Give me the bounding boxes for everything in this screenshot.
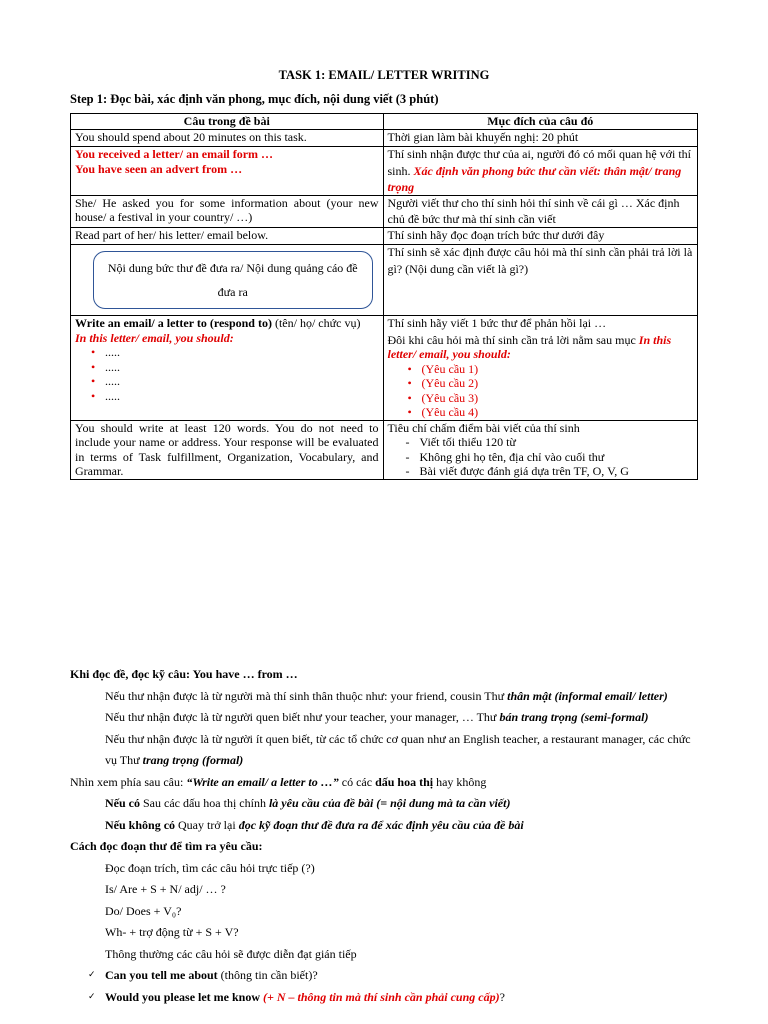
note-paragraph — [70, 772, 700, 794]
table-cell: You should write at least 120 words. You do not need to include your name or address. Your response will be evaluated in terms of Task fulfillment, Organization, Vocabulary, and Grammar. — [71, 420, 384, 479]
list-item: • (Yêu cầu 1) — [408, 362, 694, 377]
criteria-title: Tiêu chí chấm điểm bài viết của thí sinh — [387, 420, 580, 435]
list-item: • ..... — [91, 374, 379, 389]
note-text: Quay trở lại — [175, 817, 239, 832]
note-text: có các — [338, 774, 376, 789]
table-row — [71, 227, 698, 245]
list-item: • ..... — [91, 360, 379, 375]
cell-line — [388, 333, 694, 362]
note-bullet — [70, 707, 700, 729]
criteria-list — [406, 435, 694, 479]
cell-emphasis: Xác định văn phong bức thư cần viết: thân mật/ trang trọng — [387, 163, 682, 194]
instruction-subheading: In this letter/ email, you should: — [75, 330, 234, 345]
note-emphasis: trang trọng (formal) — [142, 753, 244, 767]
note-bullet — [70, 944, 700, 966]
list-item: - Bài viết được đánh giá dựa trên TF, O, V, G — [406, 464, 694, 479]
checkmark-icon: ✓ — [88, 970, 96, 980]
cell-text: Người viết thư cho thí sinh hỏi thí sinh về cái gì … Xác định chủ đề bức thư mà thí sinh cần viết — [387, 195, 680, 226]
note-emphasis: (+ N – thông tin mà thí sinh cần phải cung cấp) — [260, 989, 500, 1004]
note-text: Sau các dấu hoa thị chính — [140, 796, 269, 810]
cell-text: Đôi khi câu hỏi mà thí sinh cần trả lời nằm sau mục — [387, 332, 639, 347]
note-text: Nếu thư nhận được là từ người mà thí sinh thân thuộc như: your friend, cousin Thư — [105, 688, 508, 703]
note-emphasis: Can you tell me about — [105, 968, 218, 982]
note-emphasis: “Write an email/ a letter to …” — [186, 774, 339, 789]
note-text: Nếu thư nhận được là từ người quen biết như your teacher, your manager, … Thư — [105, 710, 500, 724]
table-cell — [383, 245, 698, 316]
table-cell — [71, 316, 384, 421]
note-text: (thông tin cần biết)? — [217, 968, 318, 982]
note-emphasis: đọc kỹ đoạn thư đề đưa ra để xác định yêu cầu của đề bài — [238, 817, 524, 832]
letter-content-callout: Nội dung bức thư đề đưa ra/ Nội dung quảng cáo đề đưa ra — [93, 251, 373, 309]
note-text: ? — [499, 989, 505, 1004]
table-row — [71, 129, 698, 147]
checkmark-icon: ✓ — [88, 991, 96, 1002]
table-row — [71, 245, 698, 316]
page-title: TASK 1: EMAIL/ LETTER WRITING — [278, 68, 490, 82]
list-item: • (Yêu cầu 3) — [408, 391, 694, 406]
notes-heading: Cách đọc đoạn thư để tìm ra yêu cầu: — [70, 839, 263, 853]
note-text: Nếu thư nhận được là từ người ít quen biết, từ các tổ chức cơ quan như an English teacher, a restaurant manager, các chức vụ Thư — [105, 731, 691, 767]
list-item: • (Yêu cầu 4) — [408, 405, 694, 420]
table-cell — [71, 147, 384, 196]
note-bullet — [70, 686, 700, 708]
note-bullet — [70, 793, 700, 815]
header-cell: Câu trong đề bài — [71, 114, 384, 130]
requirement-list — [408, 362, 694, 420]
table-cell — [383, 147, 698, 196]
table-cell: You should spend about 20 minutes on this task. — [71, 129, 384, 147]
note-emphasis: thân mật (informal email/ letter) — [507, 688, 668, 703]
table-cell: Read part of her/ his letter/ email below. — [71, 227, 384, 245]
cell-text: Thí sinh hãy viết 1 bức thư để phản hồi lại … — [387, 316, 607, 330]
table-row — [71, 195, 698, 227]
list-item: • ..... — [91, 389, 379, 404]
note-bullet — [70, 815, 700, 837]
note-emphasis: bán trang trọng (semi-formal) — [499, 710, 649, 724]
check-item — [70, 987, 700, 1009]
formula-line: Do/ Does + V₀? — [105, 903, 182, 918]
cell-text: Thời gian làm bài khuyến nghị: 20 phút — [387, 129, 579, 144]
instruction-bold: Write an email/ a letter to (respond to) — [75, 316, 272, 330]
prompt-line: You have seen an advert from … — [75, 161, 243, 176]
task-table — [70, 113, 698, 480]
table-cell — [383, 420, 698, 479]
table-row — [71, 316, 698, 421]
notes-heading: Khi đọc đề, đọc kỹ câu: You have … from … — [70, 667, 298, 681]
cell-text: Thí sinh sẽ xác định được câu hỏi mà thí sinh cần phải trả lời là gì? (Nội dung cần viết là gì?) — [387, 245, 693, 276]
table-cell — [383, 316, 698, 421]
table-row — [71, 420, 698, 479]
instruction-rest: (tên/ họ/ chức vụ) — [271, 316, 361, 330]
note-text: hay không — [433, 774, 487, 789]
note-bullet — [70, 729, 700, 772]
note-emphasis: Nếu có — [105, 796, 140, 810]
table-cell — [71, 245, 384, 316]
note-text: Đọc đoạn trích, tìm các câu hỏi trực tiếp (?) — [105, 860, 315, 875]
note-text: Nhìn xem phía sau câu: — [70, 774, 187, 789]
note-emphasis: Would you please let me know — [105, 989, 261, 1004]
table-cell — [383, 129, 698, 147]
table-row — [71, 147, 698, 196]
list-item: - Không ghi họ tên, địa chỉ vào cuối thư — [406, 450, 694, 465]
list-item: - Viết tối thiểu 120 từ — [406, 435, 694, 450]
note-bullet — [70, 858, 700, 880]
note-emphasis: là yêu cầu của đề bài (= nội dung mà ta cần viết) — [268, 796, 511, 810]
reading-notes — [70, 664, 700, 1008]
cell-text: Thí sinh hãy đọc đoạn trích bức thư dưới đây — [387, 227, 605, 242]
check-item — [70, 965, 700, 987]
table-cell — [383, 195, 698, 227]
list-item: • ..... — [91, 345, 379, 360]
prompt-line: You received a letter/ an email form … — [75, 147, 274, 161]
cell-line — [388, 316, 694, 333]
header-cell: Mục đích của câu đó — [383, 114, 698, 130]
note-emphasis: Nếu không có — [105, 817, 176, 832]
formula-line: Wh- + trợ động từ + S + V? — [105, 925, 239, 939]
cell-emphasis: In this letter/ email, you should: — [387, 332, 672, 361]
formula-line: Is/ Are + S + N/ adj/ … ? — [105, 882, 226, 896]
table-header-row — [71, 114, 698, 130]
step-1-heading: Step 1: Đọc bài, xác định văn phong, mục đích, nội dung viết (3 phút) — [70, 92, 439, 106]
note-emphasis: dấu hoa thị — [375, 774, 434, 789]
placeholder-list — [91, 345, 379, 403]
list-item: • (Yêu cầu 2) — [408, 376, 694, 391]
cell-text: Thí sinh nhận được thư của ai, người đó có mối quan hệ với thí sinh. — [387, 147, 691, 178]
instruction-line — [75, 316, 379, 331]
table-cell: She/ He asked you for some information about (your new house/ a festival in your country/ …) — [71, 195, 384, 227]
note-text: Thông thường các câu hỏi sẽ được diễn đạt gián tiếp — [105, 946, 357, 961]
table-cell — [383, 227, 698, 245]
